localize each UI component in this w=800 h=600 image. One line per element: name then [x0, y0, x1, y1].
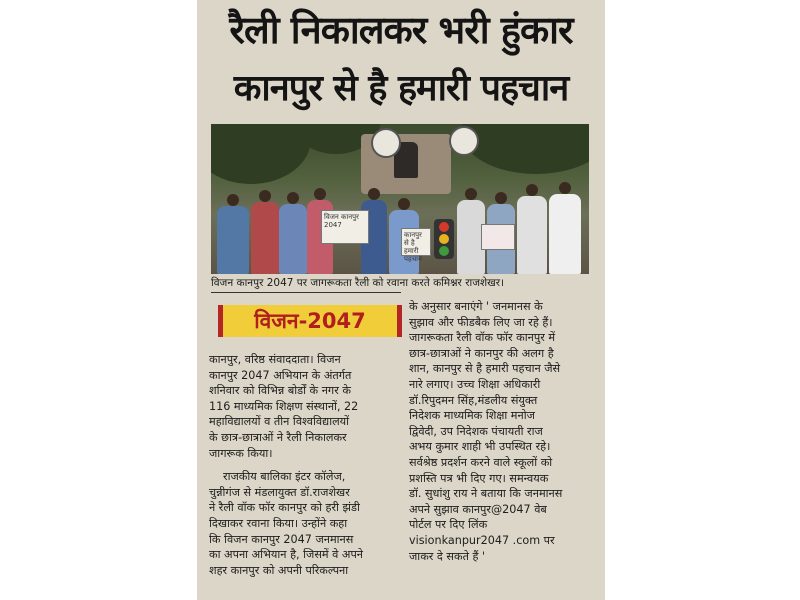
- tree-foliage: [461, 124, 589, 174]
- text-line: अभय कुमार शाही भी उपस्थित रहे।: [409, 440, 551, 454]
- text-line: छात्र-छात्राओं ने कानपुर की अलग है: [409, 346, 554, 360]
- newspaper-clipping: [197, 0, 605, 600]
- text-line: जागरूकता रैली वॉक फॉर कानपुर में: [409, 331, 556, 345]
- person: [549, 194, 581, 274]
- person: [251, 202, 279, 274]
- text-line: जागरूक किया।: [209, 446, 273, 460]
- text-line: निदेशक माध्यमिक शिक्षा मनोज: [409, 409, 535, 423]
- rally-placard: कानपुर से है हमारी पहचान: [401, 228, 431, 256]
- divider: [211, 292, 401, 293]
- text-line: द्विवेदी, उप निदेशक पंचायती राज: [409, 424, 543, 438]
- section-banner: [218, 305, 402, 337]
- text-line: कानपुर, वरिष्ठ संवाददाता। विजन: [209, 353, 341, 366]
- article-column-left: [209, 352, 399, 578]
- text-line: डॉ.रिपुदमन सिंह,मंडलीय संयुक्त: [409, 393, 538, 407]
- text-line: प्रशस्ति पत्र भी दिए गए। समन्वयक: [409, 471, 549, 485]
- text-line: के अनुसार बनाएंगे ' जनमानस के: [409, 300, 543, 313]
- text-line: का अपना अभियान है, जिसमें वे अपने: [209, 548, 364, 562]
- text-line: चुन्नीगंज से मंडलायुक्त डॉ.राजशेखर: [209, 485, 350, 499]
- text-line: visionkanpur2047 .com पर: [409, 533, 555, 547]
- text-line: जाकर दे सकते हैं ': [409, 549, 486, 563]
- text-line: 116 माध्यमिक शिक्षण संस्थानों, 22: [209, 399, 359, 413]
- text-line: अपने सुझाव कानपुर@2047 वेब: [409, 502, 547, 516]
- person-head: [227, 194, 239, 206]
- text-line: पोर्टल पर दिए लिंक: [409, 518, 488, 532]
- round-sign: [449, 126, 479, 156]
- text-line: महाविद्यालयों व तीन विश्वविद्यालयों: [209, 415, 350, 429]
- text-line: नारे लगाए। उच्च शिक्षा अधिकारी: [409, 377, 541, 391]
- headline-line-2: कानपुर से है हमारी पहचान: [233, 68, 569, 109]
- rally-photo: [211, 124, 589, 274]
- person-head: [314, 188, 326, 200]
- text-line: शहर कानपुर को अपनी परिकल्पना: [209, 563, 349, 577]
- person-head: [495, 192, 507, 204]
- headline-line-1: रैली निकालकर भरी हुंकार: [229, 8, 573, 52]
- article-column-right: [409, 299, 601, 564]
- text-line: सर्वश्रेष्ठ प्रदर्शन करने वाले स्कूलों को: [409, 455, 553, 469]
- person: [517, 196, 547, 274]
- text-line: कानपुर 2047 अभियान के अंतर्गत: [209, 368, 352, 382]
- person: [279, 204, 307, 274]
- text-line: राजकीय बालिका इंटर कॉलेज,: [223, 470, 346, 484]
- rally-placard: [481, 224, 515, 250]
- person-head: [398, 198, 410, 210]
- text-line: डॉ. सुधांशु राय ने बताया कि जनमानस: [409, 487, 563, 501]
- text-line: शनिवार को विभिन्न बोर्डों के नगर के: [209, 384, 351, 398]
- text-line: सुझाव और फीडबैक लिए जा रहे हैं।: [409, 315, 553, 329]
- photo-caption: विजन कानपुर 2047 पर जागरूकता रैली को रवाना करते कमिश्नर राजशेखर।: [211, 277, 504, 289]
- person-head: [559, 182, 571, 194]
- banner-title: विजन-2047: [254, 309, 366, 333]
- person: [217, 206, 249, 274]
- person-head: [259, 190, 271, 202]
- person-head: [465, 188, 477, 200]
- text-line: दिखाकर रवाना किया। उन्होंने कहा: [209, 516, 348, 530]
- traffic-light-placard: [434, 219, 454, 259]
- text-line: ने रैली वॉक फॉर कानपुर को हरी झंडी: [209, 501, 360, 515]
- round-sign: [371, 128, 401, 158]
- text-line: शान, कानपुर से है हमारी पहचान जैसे: [409, 362, 561, 376]
- rally-placard: विजन कानपुर 2047: [321, 210, 369, 244]
- text-line: के छात्र-छात्राओं ने रैली निकालकर: [209, 430, 347, 444]
- text-line: कि विजन कानपुर 2047 जनमानस: [209, 532, 354, 546]
- person-head: [368, 188, 380, 200]
- person-head: [526, 184, 538, 196]
- person-head: [287, 192, 299, 204]
